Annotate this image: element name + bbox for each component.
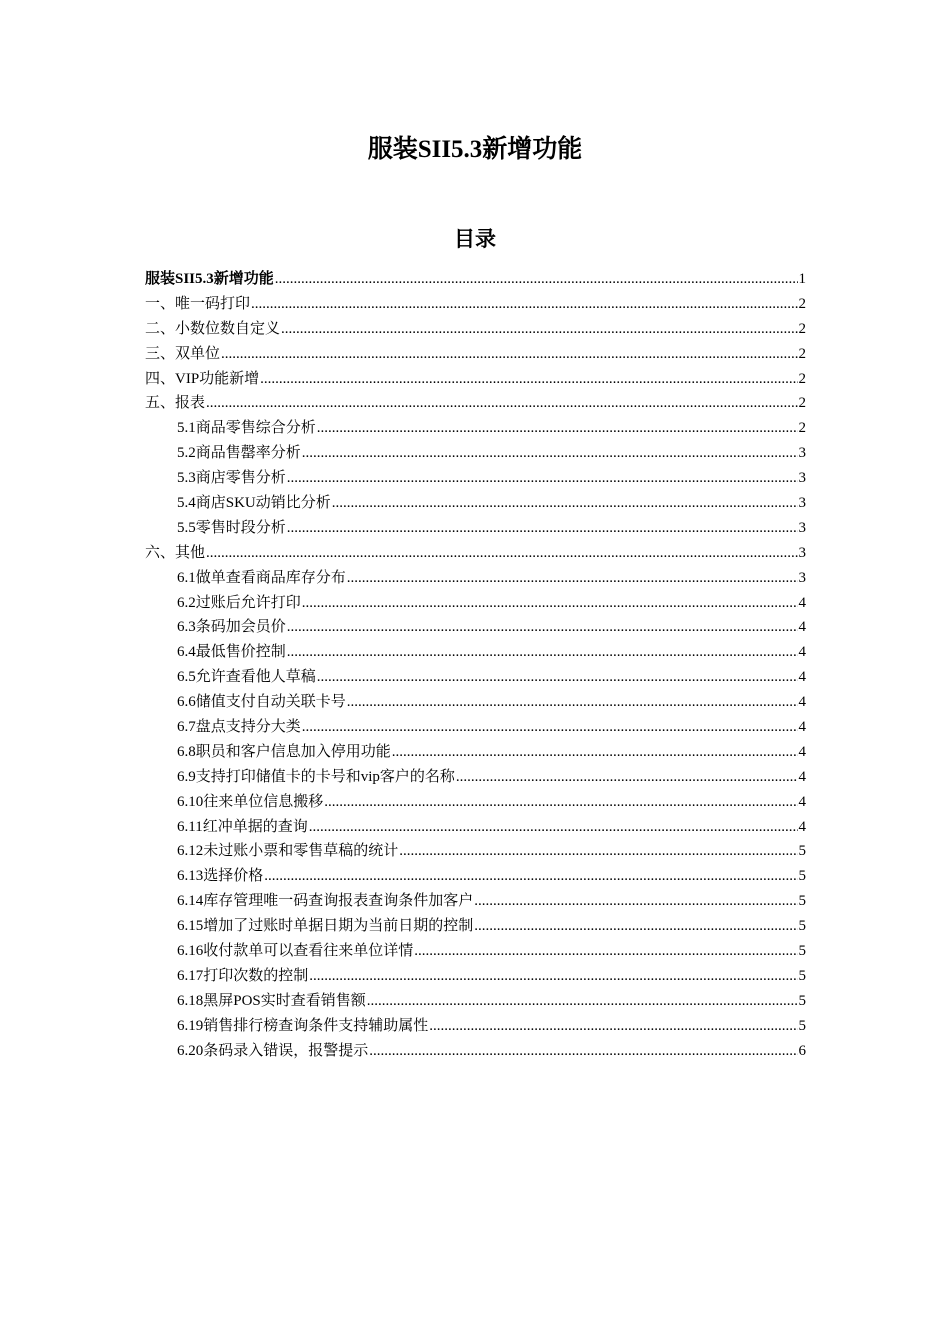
toc-entry[interactable] bbox=[145, 939, 806, 964]
toc-entry-page-number: 5 bbox=[798, 943, 806, 960]
toc-entry-page-number: 2 bbox=[798, 345, 806, 362]
toc-entry[interactable] bbox=[145, 690, 806, 715]
toc-entry[interactable] bbox=[145, 790, 806, 815]
toc-dot-leader bbox=[324, 790, 797, 815]
toc-entry-label: 6.15增加了过账时单据日期为当前日期的控制 bbox=[177, 918, 474, 935]
toc-dot-leader bbox=[251, 292, 797, 317]
toc-entry-label: 6.6储值支付自动关联卡号 bbox=[177, 694, 346, 711]
toc-entry-label: 6.8职员和客户信息加入停用功能 bbox=[177, 743, 391, 760]
toc-entry[interactable] bbox=[145, 267, 806, 292]
toc-entry-label: 四、VIP功能新增 bbox=[145, 370, 260, 387]
toc-heading: 目录 bbox=[454, 227, 496, 251]
toc-dot-leader bbox=[287, 640, 798, 665]
toc-entry[interactable] bbox=[145, 367, 806, 392]
toc-entry-page-number: 4 bbox=[798, 619, 806, 636]
toc-entry-label: 6.20条码录入错误，报警提示 bbox=[177, 1042, 369, 1059]
toc-dot-leader bbox=[309, 815, 798, 840]
toc-entry[interactable] bbox=[145, 292, 806, 317]
toc-entry[interactable] bbox=[145, 491, 806, 516]
toc-entry-label: 五、报表 bbox=[145, 395, 206, 412]
toc-entry[interactable] bbox=[145, 964, 806, 989]
toc-entry-label: 二、小数位数自定义 bbox=[145, 320, 281, 337]
toc-dot-leader bbox=[206, 541, 797, 566]
toc-entry-page-number: 5 bbox=[798, 893, 806, 910]
toc-dot-leader bbox=[347, 690, 798, 715]
toc-dot-leader bbox=[392, 740, 798, 765]
toc-entry-page-number: 3 bbox=[798, 445, 806, 462]
toc-entry-page-number: 4 bbox=[798, 793, 806, 810]
toc-entry-page-number: 3 bbox=[798, 544, 806, 561]
toc-entry[interactable] bbox=[145, 342, 806, 367]
toc-entry[interactable] bbox=[145, 765, 806, 790]
toc-dot-leader bbox=[287, 466, 798, 491]
toc-dot-leader bbox=[474, 889, 797, 914]
toc-entry[interactable] bbox=[145, 914, 806, 939]
toc-entry-page-number: 2 bbox=[798, 420, 806, 437]
toc-dot-leader bbox=[302, 591, 798, 616]
toc-entry-page-number: 3 bbox=[798, 569, 806, 586]
toc-entry-page-number: 4 bbox=[798, 719, 806, 736]
toc-entry[interactable] bbox=[145, 615, 806, 640]
toc-entry-label: 6.1做单查看商品库存分布 bbox=[177, 569, 346, 586]
toc-entry-label: 一、唯一码打印 bbox=[145, 295, 251, 312]
toc-entry[interactable] bbox=[145, 317, 806, 342]
toc-entry-label: 6.19销售排行榜查询条件支持辅助属性 bbox=[177, 1017, 429, 1034]
toc-dot-leader bbox=[429, 1014, 797, 1039]
toc-entry[interactable] bbox=[145, 640, 806, 665]
toc-dot-leader bbox=[317, 416, 798, 441]
toc-entry-page-number: 4 bbox=[798, 768, 806, 785]
toc-entry-page-number: 5 bbox=[798, 1017, 806, 1034]
toc-entry-page-number: 4 bbox=[798, 818, 806, 835]
toc-dot-leader bbox=[264, 864, 797, 889]
toc-entry[interactable] bbox=[145, 541, 806, 566]
toc-entry-page-number: 5 bbox=[798, 992, 806, 1009]
toc-entry-page-number: 3 bbox=[798, 519, 806, 536]
toc-entry-page-number: 3 bbox=[798, 495, 806, 512]
toc-entry-label: 6.7盘点支持分大类 bbox=[177, 719, 301, 736]
toc-dot-leader bbox=[206, 391, 797, 416]
toc-entry-label: 六、其他 bbox=[145, 544, 206, 561]
toc-entry[interactable] bbox=[145, 466, 806, 491]
toc-entry-label: 6.18黑屏POS实时查看销售额 bbox=[177, 992, 366, 1009]
toc-entry-label: 6.9支持打印储值卡的卡号和vip客户的名称 bbox=[177, 768, 455, 785]
toc-entry-page-number: 5 bbox=[798, 843, 806, 860]
toc-dot-leader bbox=[287, 615, 798, 640]
toc-entry-label: 5.4商店SKU动销比分析 bbox=[177, 495, 331, 512]
toc-entry[interactable] bbox=[145, 591, 806, 616]
toc-entry-page-number: 5 bbox=[798, 967, 806, 984]
toc-entry-label: 服装SII5.3新增功能 bbox=[145, 271, 274, 287]
toc-entry[interactable] bbox=[145, 815, 806, 840]
table-of-contents bbox=[145, 267, 806, 1064]
toc-entry-label: 5.2商品售罄率分析 bbox=[177, 445, 301, 462]
toc-entry[interactable] bbox=[145, 665, 806, 690]
toc-entry-page-number: 2 bbox=[798, 295, 806, 312]
toc-entry[interactable] bbox=[145, 864, 806, 889]
toc-dot-leader bbox=[399, 839, 797, 864]
toc-dot-leader bbox=[367, 989, 798, 1014]
toc-entry-page-number: 3 bbox=[798, 470, 806, 487]
toc-entry[interactable] bbox=[145, 441, 806, 466]
toc-entry-label: 6.17打印次数的控制 bbox=[177, 967, 309, 984]
toc-entry-page-number: 5 bbox=[798, 868, 806, 885]
toc-entry[interactable] bbox=[145, 566, 806, 591]
toc-entry-page-number: 4 bbox=[798, 644, 806, 661]
toc-entry-label: 6.14库存管理唯一码查询报表查询条件加客户 bbox=[177, 893, 474, 910]
toc-dot-leader bbox=[456, 765, 798, 790]
toc-entry-label: 6.12未过账小票和零售草稿的统计 bbox=[177, 843, 399, 860]
toc-dot-leader bbox=[332, 491, 798, 516]
toc-dot-leader bbox=[260, 367, 797, 392]
toc-entry-label: 5.1商品零售综合分析 bbox=[177, 420, 316, 437]
toc-entry-label: 5.3商店零售分析 bbox=[177, 470, 286, 487]
toc-entry-label: 6.13选择价格 bbox=[177, 868, 264, 885]
toc-entry-label: 6.16收付款单可以查看往来单位详情 bbox=[177, 943, 414, 960]
toc-entry-label: 6.5允许查看他人草稿 bbox=[177, 669, 316, 686]
toc-entry[interactable] bbox=[145, 740, 806, 765]
toc-entry-page-number: 5 bbox=[798, 918, 806, 935]
toc-dot-leader bbox=[221, 342, 797, 367]
toc-entry[interactable] bbox=[145, 416, 806, 441]
toc-entry[interactable] bbox=[145, 989, 806, 1014]
toc-entry-page-number: 4 bbox=[798, 694, 806, 711]
toc-dot-leader bbox=[347, 566, 798, 591]
toc-entry-page-number: 4 bbox=[798, 743, 806, 760]
document-title: 服装SII5.3新增功能 bbox=[367, 136, 583, 163]
toc-entry-page-number: 2 bbox=[798, 370, 806, 387]
toc-dot-leader bbox=[309, 964, 797, 989]
toc-entry[interactable] bbox=[145, 1014, 806, 1039]
toc-dot-leader bbox=[474, 914, 797, 939]
toc-dot-leader bbox=[281, 317, 797, 342]
toc-entry[interactable] bbox=[145, 391, 806, 416]
toc-entry[interactable] bbox=[145, 516, 806, 541]
toc-entry-label: 6.2过账后允许打印 bbox=[177, 594, 301, 611]
toc-dot-leader bbox=[275, 267, 798, 292]
toc-entry-page-number: 2 bbox=[798, 395, 806, 412]
toc-entry-label: 三、双单位 bbox=[145, 345, 221, 362]
toc-dot-leader bbox=[302, 715, 798, 740]
toc-entry-label: 6.10往来单位信息搬移 bbox=[177, 793, 324, 810]
toc-entry-label: 6.11红冲单据的查询 bbox=[177, 818, 308, 835]
toc-entry-page-number: 4 bbox=[798, 594, 806, 611]
toc-entry-page-number: 4 bbox=[798, 669, 806, 686]
toc-entry-page-number: 1 bbox=[798, 271, 806, 287]
toc-entry[interactable] bbox=[145, 889, 806, 914]
toc-dot-leader bbox=[414, 939, 797, 964]
toc-entry-label: 6.4最低售价控制 bbox=[177, 644, 286, 661]
toc-entry-label: 6.3条码加会员价 bbox=[177, 619, 286, 636]
toc-entry-label: 5.5零售时段分析 bbox=[177, 519, 286, 536]
toc-entry-page-number: 2 bbox=[798, 320, 806, 337]
toc-dot-leader bbox=[317, 665, 798, 690]
toc-entry[interactable] bbox=[145, 715, 806, 740]
toc-dot-leader bbox=[369, 1039, 797, 1064]
toc-dot-leader bbox=[302, 441, 798, 466]
toc-entry-page-number: 6 bbox=[798, 1042, 806, 1059]
toc-entry[interactable] bbox=[145, 839, 806, 864]
toc-entry[interactable] bbox=[145, 1039, 806, 1064]
toc-dot-leader bbox=[287, 516, 798, 541]
